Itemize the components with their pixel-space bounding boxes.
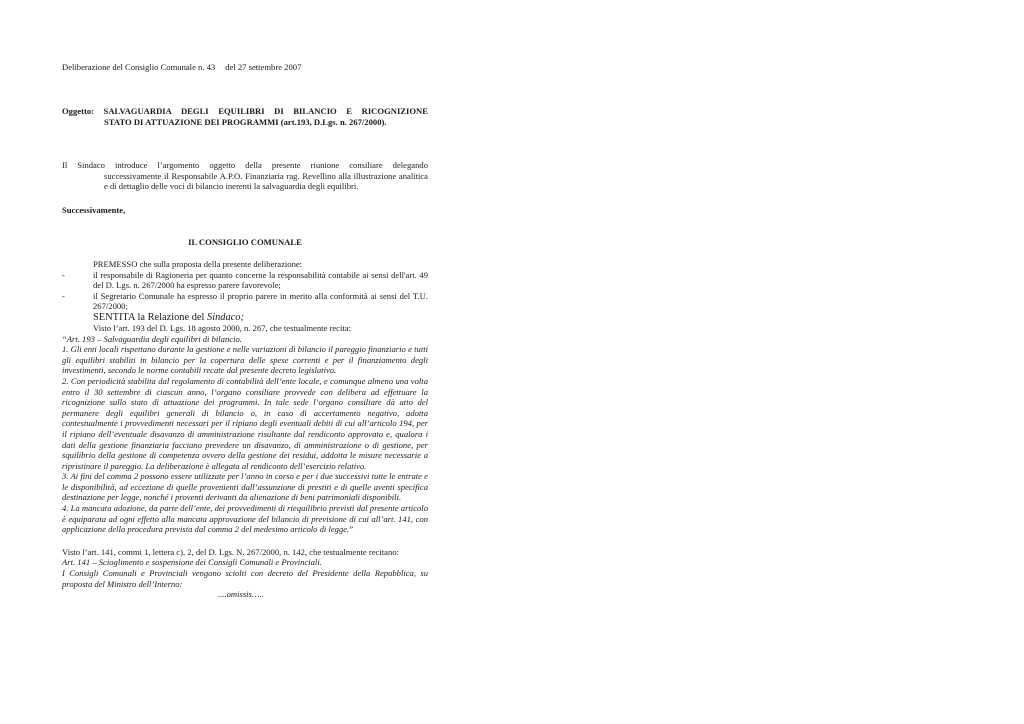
premesso-line: PREMESSO che sulla proposta della presente deliberazione:	[93, 259, 303, 269]
art-193-paragraph-4	[62, 503, 428, 535]
bullet-dash: -	[62, 290, 65, 301]
sentita-line	[62, 312, 428, 323]
subject-block	[62, 106, 428, 127]
art-193-paragraph-4-text: 4. La mancata adozione, da parte dell’ente, dei provvedimenti di riequilibrio previsti dal presente articolo è equiparata ad ogni effetto alla mancata approvazione del bilancio di previsione di cui all’art. 141, con applicazione della procedura prevista dal comma 2 del medesimo articolo di legge.	[62, 503, 428, 535]
document-body	[62, 259, 428, 600]
art-193-paragraph-3: 3. Ai fini del comma 2 possono essere utilizzate per l’anno in corso e per i due successivi tutte le entrate e le disponibilità, ad eccezione di quelle provenienti dall’assunzione di prestiti e di quelle aventi specifica destinazione per legge, nonché i proventi derivanti da alienazione di beni patrimoniali disponibili.	[62, 471, 428, 503]
art-141-text: I Consigli Comunali e Provinciali vengono sciolti con decreto del Presidente della Repubblica, su proposta del Ministro dell’Interno:	[62, 568, 428, 589]
council-title: IL CONSIGLIO COMUNALE	[188, 237, 302, 247]
deliberation-number: Deliberazione del Consiglio Comunale n. 43	[62, 62, 216, 72]
subject-line-1: Oggetto: SALVAGUARDIA DEGLI EQUILIBRI DI BILANCIO E RICOGNIZIONE	[62, 106, 428, 116]
document-header	[62, 62, 301, 73]
sentita-prefix: SENTITA la Relazione del	[93, 311, 208, 323]
intro-continuation: successivamente il Responsabile A.P.O. Finanziaria rag. Revellino alla illustrazione analitica e di dettaglio delle voci di bilancio inerenti la salvaguardia degli equilibri.	[104, 170, 428, 192]
sentita-italic: Sindaco;	[207, 311, 244, 323]
visto-141-line: Visto l’art. 141, commi 1, lettera c), 2, del D. Lgs. N. 267/2000, n. 142, che testualmente recitano:	[62, 546, 399, 557]
art-193-title: “Art. 193 – Salvaguardia degli equilibri di bilancio.	[62, 333, 242, 344]
intro-line-1: Il Sindaco introduce l’argomento oggetto della presente riunione consiliare delegando	[62, 160, 428, 170]
bullet-dash: -	[62, 269, 65, 280]
visto-193-line: Visto l’art. 193 del D. Lgs. 18 agosto 2000, n. 267, che testualmente recita:	[93, 322, 351, 333]
successivamente-heading: Successivamente,	[62, 205, 126, 215]
art-141-title: Art. 141 – Scioglimento e sospensione dei Consigli Comunali e Provinciali.	[62, 557, 322, 568]
omissis-line: ....omissis…..	[218, 589, 264, 600]
art-193-close-quote: ”	[349, 524, 354, 535]
intro-paragraph	[62, 160, 428, 192]
bullet-item	[62, 270, 428, 291]
bullet-text: il Segretario Comunale ha espresso il proprio parere in merito alla conformità ai sensi del T.U. 267/2000;	[93, 290, 428, 312]
bullet-text: il responsabile di Ragioneria per quanto concerne la responsabilità contabile ai sensi dell'art. 49 del D. Lgs. n. 267/2000 ha espresso parere favorevole;	[93, 269, 428, 291]
art-193-paragraph-2: 2. Con periodicità stabilita dal regolamento di contabilità dell’ente locale, e comunque almeno una volta entro il 30 settembre di ciascun anno, l’organo consiliare provvede con delibera ad effettuare la ricognizione sullo stato di attuazione dei programmi. In tale sede l’organo consiliare dà atto del permanere degli equilibri generali di bilancio o, in caso di accertamento negativo, adotta contestualmente i provvedimenti necessari per il ripiano degli eventuali debiti di cui all’articolo 194, per il ripiano dell’eventuale disavanzo di amministrazione risultante dal rendiconto approvato e, qualora i dati della gestione finanziaria facciano prevedere un disavanzo, di amministrazione o di gestione, per squilibrio della gestione di competenza ovvero della gestione dei residui, addotta le misure necessarie a ripristinare il pareggio. La deliberazione è allegata al rendiconto dell’esercizio relativo.	[62, 375, 428, 471]
spacer	[62, 535, 428, 547]
bullet-item	[62, 291, 428, 312]
deliberation-date: del 27 settembre 2007	[225, 62, 302, 72]
subject-line-2: STATO DI ATTUAZIONE DEI PROGRAMMI (art.193, D.Lgs. n. 267/2000).	[104, 116, 387, 127]
art-193-paragraph-1: 1. Gli enti locali rispettano durante la gestione e nelle variazioni di bilancio il pareggio finanziario e tutti gli equilibri stabiliti in bilancio per la copertura delle spese correnti e per il finanziamento degli investimenti, secondo le norme contabili recate dal presente decreto legislativo.	[62, 344, 428, 376]
